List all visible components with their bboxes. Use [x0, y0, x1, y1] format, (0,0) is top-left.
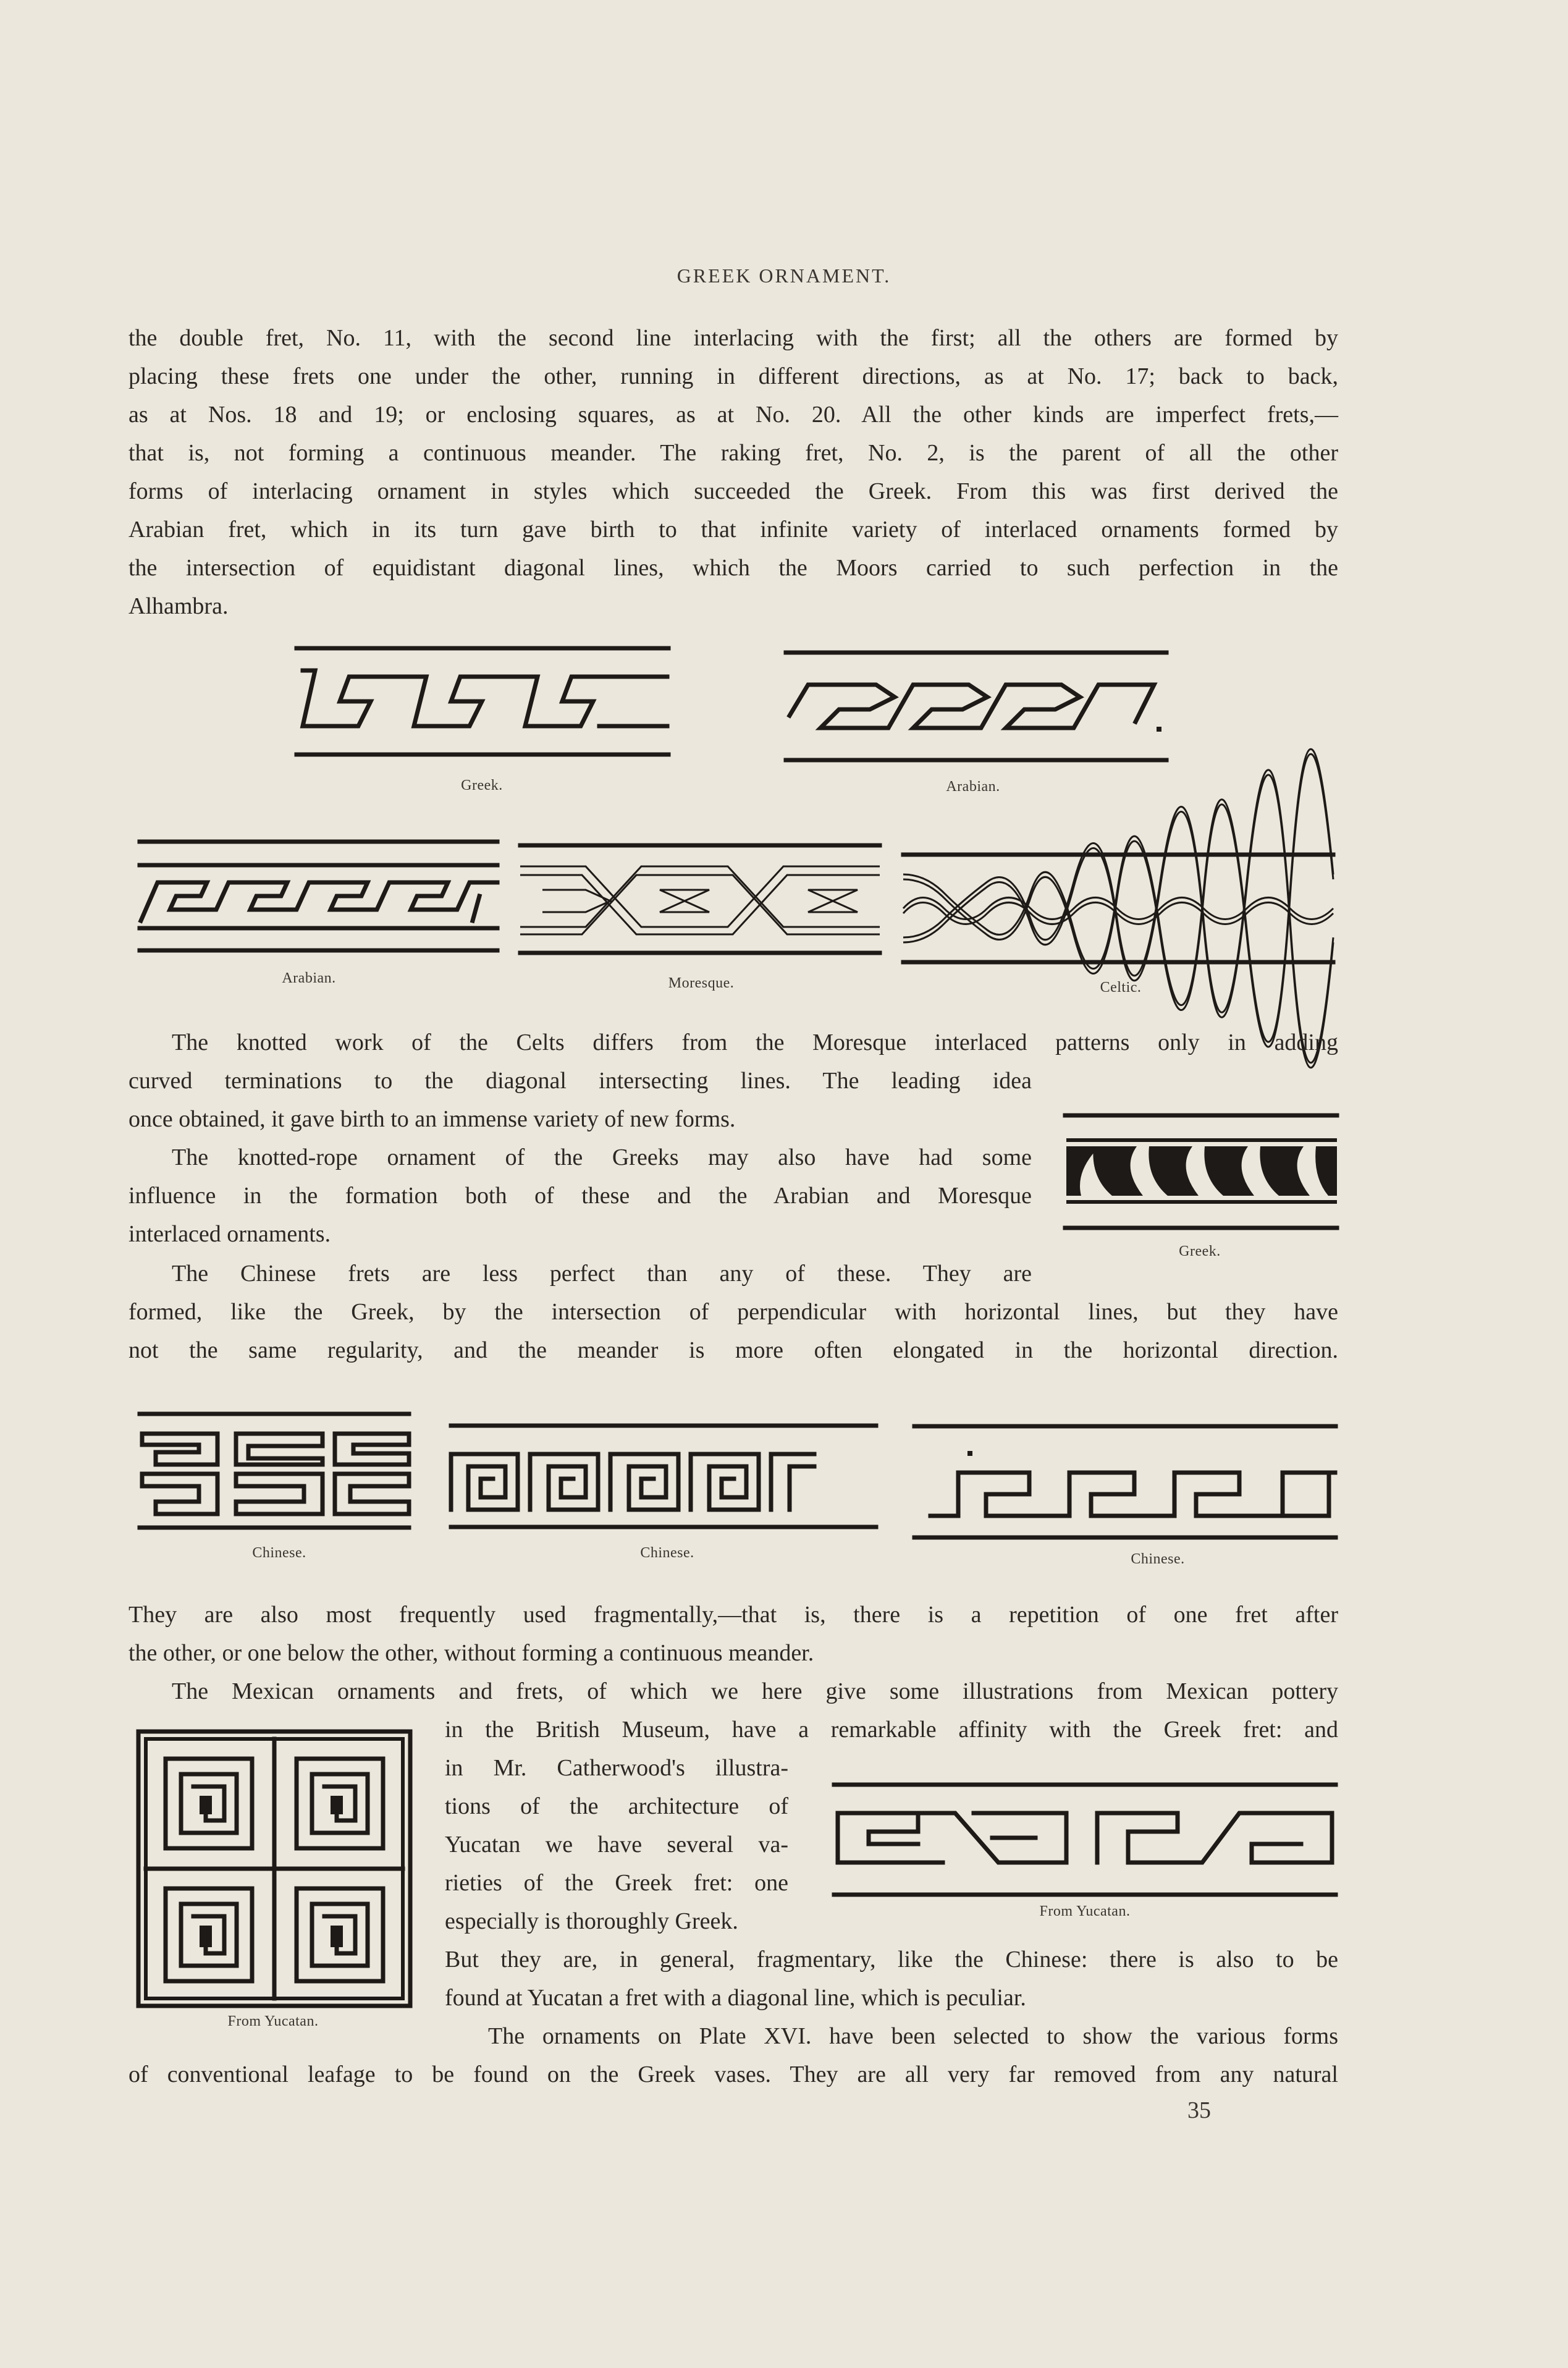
chinese-fret-figure-3 — [912, 1420, 1338, 1544]
text-line: in Mr. Catherwood's illustra- — [445, 1755, 788, 1781]
caption-arabian-2: Arabian. — [282, 970, 336, 986]
paragraph-6-mid — [445, 1710, 1338, 1749]
caption-yucatan-1: From Yucatan. — [227, 2013, 319, 2029]
paragraph-7 — [445, 2017, 1338, 2055]
text-line: found at Yucatan a fret with a diagonal line, which is peculiar. — [445, 1985, 1026, 2011]
running-head: GREEK ORNAMENT. — [677, 264, 891, 287]
page-number: 35 — [1187, 2097, 1211, 2123]
text-line: tions of the architecture of — [445, 1793, 788, 1819]
greek-raking-fret-figure — [290, 640, 673, 763]
arabian-fret-figure-1 — [783, 648, 1179, 765]
caption-greek-rope: Greek. — [1179, 1243, 1221, 1259]
yucatan-square-fret-figure — [135, 1728, 413, 2012]
paragraph-4-cont — [129, 1293, 1338, 1369]
paragraph-6-narrow — [445, 1749, 788, 1940]
text-line: The Chinese frets are less perfect than any of these. They are — [172, 1261, 1032, 1287]
paragraph-7-cont — [129, 2055, 1338, 2094]
text-line: The knotted-rope ornament of the Greeks may also have had some — [172, 1144, 1032, 1170]
text-line: The Mexican ornaments and frets, of which we here give some illustrations from Mexican pottery — [172, 1678, 1338, 1704]
text-line: the double fret, No. 11, with the second line interlacing with the first; all the others are formed by — [129, 325, 1338, 351]
text-line: Yucatan we have several va- — [445, 1832, 788, 1858]
text-line: influence in the formation both of these and the Arabian and Moresque — [129, 1183, 1032, 1209]
celtic-knot-figure — [901, 850, 1339, 967]
moresque-interlace-figure — [518, 840, 882, 958]
paragraph-6-end — [445, 1940, 1338, 2017]
chinese-fret-figure-2 — [444, 1417, 882, 1534]
text-line: The knotted work of the Celts differs from the Moresque interlaced patterns only in adding — [172, 1030, 1338, 1055]
text-line: The ornaments on Plate XVI. have been selected to show the various forms — [488, 2023, 1338, 2049]
text-line: rieties of the Greek fret: one — [445, 1870, 788, 1896]
caption-arabian-1: Arabian. — [946, 779, 1000, 795]
caption-moresque: Moresque. — [668, 975, 735, 991]
text-line: the intersection of equidistant diagonal lines, which the Moors carried to such perfection in the — [129, 555, 1338, 581]
text-line: curved terminations to the diagonal intersecting lines. The leading idea — [129, 1068, 1032, 1094]
chinese-fret-figure-1 — [137, 1409, 415, 1533]
text-line: Alhambra. — [129, 593, 229, 619]
text-line: not the same regularity, and the meander is more often elongated in the horizontal direction. — [129, 1337, 1338, 1363]
paragraph-4 — [129, 1254, 1032, 1293]
text-line: They are also most frequently used fragmentally,—that is, there is a repetition of one fret after — [129, 1602, 1338, 1628]
caption-celtic: Celtic. — [1100, 979, 1142, 996]
caption-chinese-2: Chinese. — [640, 1545, 694, 1561]
caption-yucatan-2: From Yucatan. — [1039, 1903, 1131, 1919]
arabian-fret-figure-2 — [136, 834, 500, 958]
text-line: placing these frets one under the other, running in different directions, as at No. 17; back to back, — [129, 363, 1338, 389]
paragraph-2-cont — [129, 1062, 1032, 1138]
paragraph-6 — [129, 1672, 1338, 1710]
caption-chinese-3: Chinese. — [1131, 1551, 1185, 1567]
text-line: as at Nos. 18 and 19; or enclosing squares, as at No. 20. All the other kinds are imperfect frets,— — [129, 402, 1338, 428]
greek-knotted-rope-figure — [1063, 1109, 1341, 1233]
paragraph-3 — [129, 1138, 1032, 1253]
text-line: the other, or one below the other, without forming a continuous meander. — [129, 1640, 814, 1666]
caption-chinese-1: Chinese. — [252, 1545, 306, 1561]
paragraph-2 — [129, 1023, 1338, 1062]
text-line: interlaced ornaments. — [129, 1221, 331, 1247]
paragraph-1 — [129, 319, 1338, 625]
yucatan-diagonal-fret-figure — [832, 1776, 1338, 1900]
paragraph-5 — [129, 1596, 1338, 1672]
text-line: that is, not forming a continuous meander. The raking fret, No. 2, is the parent of all the other — [129, 440, 1338, 466]
text-line: once obtained, it gave birth to an immense variety of new forms. — [129, 1106, 736, 1132]
text-line: But they are, in general, fragmentary, like the Chinese: there is also to be — [445, 1947, 1338, 1973]
text-line: of conventional leafage to be found on the Greek vases. They are all very far removed from any natural — [129, 2061, 1338, 2087]
text-line: formed, like the Greek, by the intersection of perpendicular with horizontal lines, but they have — [129, 1299, 1338, 1325]
caption-greek: Greek. — [461, 777, 503, 793]
text-line: especially is thoroughly Greek. — [445, 1908, 738, 1934]
text-line: Arabian fret, which in its turn gave birth to that infinite variety of interlaced ornaments formed by — [129, 517, 1338, 543]
text-line: forms of interlacing ornament in styles which succeeded the Greek. From this was first derived the — [129, 478, 1338, 504]
text-line: in the British Museum, have a remarkable affinity with the Greek fret: and — [445, 1717, 1338, 1743]
